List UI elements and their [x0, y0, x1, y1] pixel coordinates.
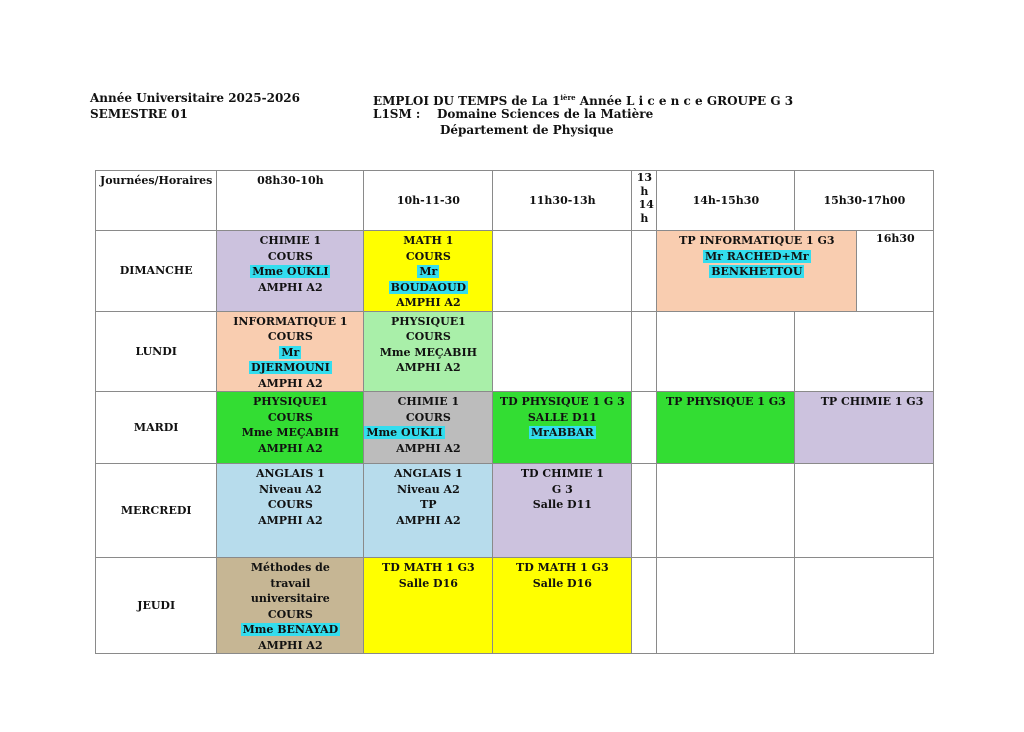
department-name: Département de Physique [440, 123, 614, 137]
session-line: TD PHYSIQUE 1 G 3 [499, 395, 625, 408]
session-cell [493, 464, 632, 558]
session-line: TP PHYSIQUE 1 G3 [665, 395, 786, 408]
session-line: TD MATH 1 G3 [382, 561, 475, 574]
session-line: PHYSIQUE1 [252, 395, 328, 408]
empty-cell [795, 311, 934, 392]
session-line: Salle D16 [532, 576, 592, 590]
session-line: travail [270, 576, 311, 590]
teacher-name: DJERMOUNI [250, 361, 330, 374]
session-line: Salle D11 [532, 498, 592, 511]
session-line: COURS [267, 498, 313, 511]
break-cell [632, 558, 657, 654]
corner-header: Journées/Horaires [96, 171, 217, 231]
break-cell [632, 464, 657, 558]
session-line: AMPHI A2 [258, 513, 323, 527]
session-line: ANGLAIS 1 [255, 467, 325, 480]
title-superscript: ière [560, 93, 576, 102]
session-cell [657, 392, 795, 464]
session-line: COURS [267, 249, 313, 263]
teacher-name: Mme OUKLI [366, 426, 443, 439]
slot-header-5: 14h-15h30 [657, 171, 795, 231]
session-line: COURS [267, 410, 313, 424]
empty-cell [795, 464, 934, 558]
session-line: universitaire [250, 592, 330, 605]
session-line: COURS [267, 607, 313, 621]
session-line: ANGLAIS 1 [393, 467, 463, 480]
session-line: TP INFORMATIQUE 1 G3 [679, 234, 835, 247]
session-line: AMPHI A2 [258, 280, 323, 294]
day-mercredi: MERCREDI [96, 464, 217, 558]
session-line: COURS [405, 410, 451, 424]
teacher-name: Mme OUKLI [252, 265, 329, 278]
end-time-note: 16h30 [857, 231, 934, 312]
session-cell [493, 558, 632, 654]
teacher-name: BENKHETTOU [711, 265, 803, 278]
slot-header-break: 13 h 14 h [632, 171, 657, 231]
session-line: AMPHI A2 [396, 513, 461, 527]
session-cell [217, 311, 364, 392]
slot-header-3: 11h30-13h [493, 171, 632, 231]
session-line: Niveau A2 [396, 482, 460, 496]
timetable [95, 170, 934, 654]
session-line: COURS [405, 249, 451, 263]
slot-header-6: 15h30-17h00 [795, 171, 934, 231]
session-line: TP [420, 498, 437, 511]
session-line: SALLE D11 [527, 410, 597, 424]
session-line: CHIMIE 1 [259, 234, 322, 247]
session-cell [364, 311, 493, 392]
session-line: CHIMIE 1 [397, 395, 460, 408]
teacher-name: BOUDAOUD [390, 280, 467, 294]
session-cell [217, 464, 364, 558]
title-part-2: Année L i c e n c e GROUPE G 3 [575, 94, 794, 108]
session-line: Niveau A2 [258, 482, 322, 496]
empty-cell [493, 311, 632, 392]
teacher-name: Mme MEÇABIH [241, 426, 340, 439]
session-line: PHYSIQUE1 [390, 314, 466, 328]
empty-cell [657, 558, 795, 654]
title-part-1: EMPLOI DU TEMPS de La 1 [373, 94, 561, 108]
teacher-name: Mr [281, 345, 300, 359]
session-line: Méthodes de [250, 561, 330, 574]
session-cell [217, 558, 364, 654]
session-line: AMPHI A2 [396, 441, 461, 455]
empty-cell [795, 558, 934, 654]
break-cell [632, 392, 657, 464]
empty-cell [657, 464, 795, 558]
session-line: MATH 1 [403, 234, 454, 247]
session-line: AMPHI A2 [396, 296, 461, 309]
program-code: L1SM : [373, 107, 421, 121]
academic-year: Année Universitaire 2025-2026 [90, 91, 300, 105]
slot-header-2: 10h-11-30 [364, 171, 493, 231]
session-line: Salle D16 [398, 576, 458, 590]
day-lundi: LUNDI [96, 311, 217, 392]
session-line: TD CHIMIE 1 [520, 467, 604, 480]
empty-cell [657, 311, 795, 392]
session-line: AMPHI A2 [396, 361, 461, 374]
session-line: G 3 [551, 482, 573, 496]
session-line: INFORMATIQUE 1 [233, 314, 348, 328]
session-cell [364, 558, 493, 654]
day-dimanche: DIMANCHE [96, 231, 217, 312]
session-cell [657, 231, 857, 312]
session-cell [364, 231, 493, 312]
slot-header-1: 08h30-10h [217, 171, 364, 231]
break-cell [632, 311, 657, 392]
break-cell [632, 231, 657, 312]
session-line: AMPHI A2 [258, 376, 323, 390]
session-cell [364, 464, 493, 558]
session-cell [364, 392, 493, 464]
session-cell [493, 392, 632, 464]
teacher-name: Mr RACHED+Mr [704, 249, 809, 263]
session-cell [217, 231, 364, 312]
day-mardi: MARDI [96, 392, 217, 464]
teacher-name: Mme MEÇABIH [379, 345, 478, 359]
session-line: TP CHIMIE 1 G3 [820, 395, 924, 408]
empty-cell [493, 231, 632, 312]
session-line: AMPHI A2 [258, 441, 323, 455]
session-line: COURS [405, 330, 451, 343]
session-cell [795, 392, 934, 464]
teacher-name: Mme BENAYAD [242, 623, 339, 636]
session-line: AMPHI A2 [258, 638, 323, 652]
teacher-name: MrABBAR [530, 426, 594, 439]
session-line: COURS [267, 330, 313, 343]
teacher-name: Mr [419, 265, 438, 278]
domain-name: Domaine Sciences de la Matière [437, 107, 654, 121]
session-cell [217, 392, 364, 464]
semester: SEMESTRE 01 [90, 107, 188, 121]
day-jeudi: JEUDI [96, 558, 217, 654]
session-line: TD MATH 1 G3 [516, 561, 609, 574]
